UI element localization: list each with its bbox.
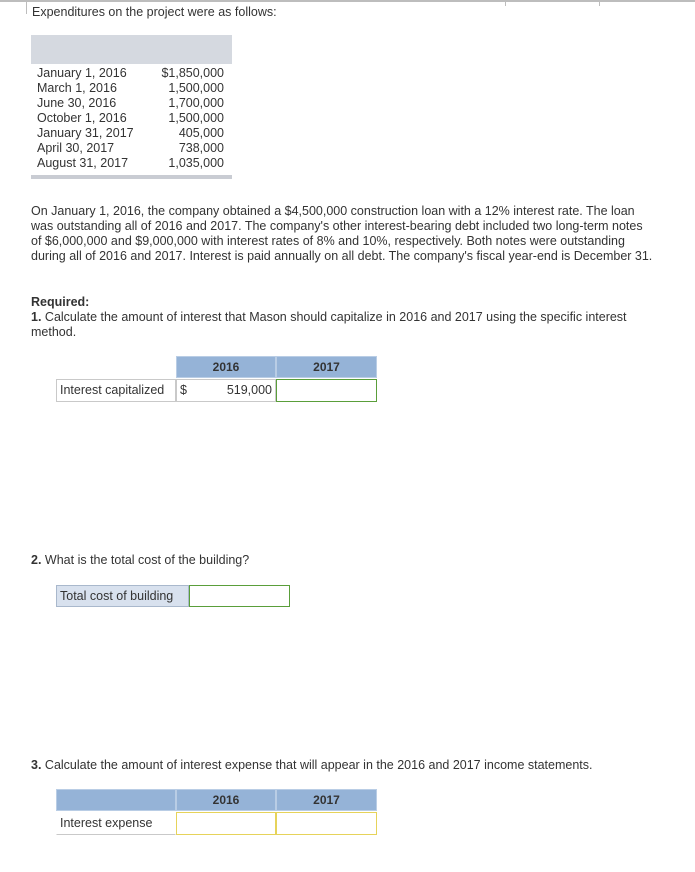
expenditure-amount: 738,000: [178, 141, 224, 155]
expenditure-amount: $1,850,000: [161, 66, 224, 80]
col-header-2016: 2016: [176, 356, 276, 378]
table-row: [31, 141, 232, 156]
top-border-tick: [505, 0, 506, 6]
table-row: [31, 156, 232, 171]
intro-text: Expenditures on the project were as follows:: [32, 5, 277, 19]
col-header-2017: 2017: [276, 789, 377, 811]
expenditure-amount: 1,500,000: [168, 111, 224, 125]
question-text: What is the total cost of the building?: [44, 553, 250, 567]
top-border: [0, 0, 695, 2]
table-row: [31, 126, 232, 141]
currency-symbol: $: [180, 383, 187, 397]
table-row: [31, 81, 232, 96]
question-number: 1.: [31, 310, 42, 324]
total-cost-input[interactable]: [189, 585, 290, 607]
question-3: [31, 758, 593, 773]
question-text: Calculate the amount of interest that Mason should capitalize in 2016 and 2017 using the specific interest method.: [31, 310, 627, 339]
interest-capitalized-2016-cell: [176, 379, 276, 402]
expenditures-table-footer: [31, 175, 232, 179]
col-header-2016: 2016: [176, 789, 276, 811]
interest-capitalized-2016-value: 519,000: [226, 383, 272, 397]
expenditure-date: April 30, 2017: [37, 141, 115, 155]
question-1: [31, 310, 631, 340]
col-header-blank: [56, 789, 176, 811]
table-row: [31, 96, 232, 111]
table-row: [31, 111, 232, 126]
table-row: [31, 66, 232, 81]
question-number: 3.: [31, 758, 42, 772]
interest-capitalized-2017-input[interactable]: [276, 379, 377, 402]
col-header-2017: 2017: [276, 356, 377, 378]
top-border-tick: [599, 0, 600, 6]
expenditures-table-header: [31, 35, 232, 64]
left-border-tick: [26, 0, 27, 14]
expenditure-date: October 1, 2016: [37, 111, 127, 125]
expenditure-amount: 1,500,000: [168, 81, 224, 95]
required-heading: Required:: [31, 295, 90, 309]
expenditure-amount: 1,035,000: [168, 156, 224, 170]
question-text: Calculate the amount of interest expense that will appear in the 2016 and 2017 income statements.: [44, 758, 593, 772]
interest-expense-2017-input[interactable]: [276, 812, 377, 835]
problem-paragraph: On January 1, 2016, the company obtained a $4,500,000 construction loan with a 12% interest rate. The loan was outstanding all of 2016 and 2017. The company's other interest-bearing debt included two long-term notes of $6,000,000 and $9,000,000 with interest rates of 8% and 10%, respectively. Both notes were outstanding during all of 2016 and 2017. Interest is paid annually on all debt. The company's fiscal year-end is December 31.: [31, 204, 653, 263]
expenditure-amount: 405,000: [178, 126, 224, 140]
expenditure-date: January 31, 2017: [37, 126, 134, 140]
expenditure-date: June 30, 2016: [37, 96, 117, 110]
expenditure-amount: 1,700,000: [168, 96, 224, 110]
expenditure-date: January 1, 2016: [37, 66, 127, 80]
interest-expense-2016-input[interactable]: [176, 812, 276, 835]
interest-capitalized-label: Interest capitalized: [56, 379, 176, 402]
question-2: [31, 553, 249, 568]
interest-expense-label: Interest expense: [56, 812, 176, 835]
total-cost-label: Total cost of building: [56, 585, 189, 607]
expenditures-table: [31, 35, 232, 179]
expenditure-date: March 1, 2016: [37, 81, 117, 95]
expenditure-date: August 31, 2017: [37, 156, 129, 170]
question-number: 2.: [31, 553, 42, 567]
